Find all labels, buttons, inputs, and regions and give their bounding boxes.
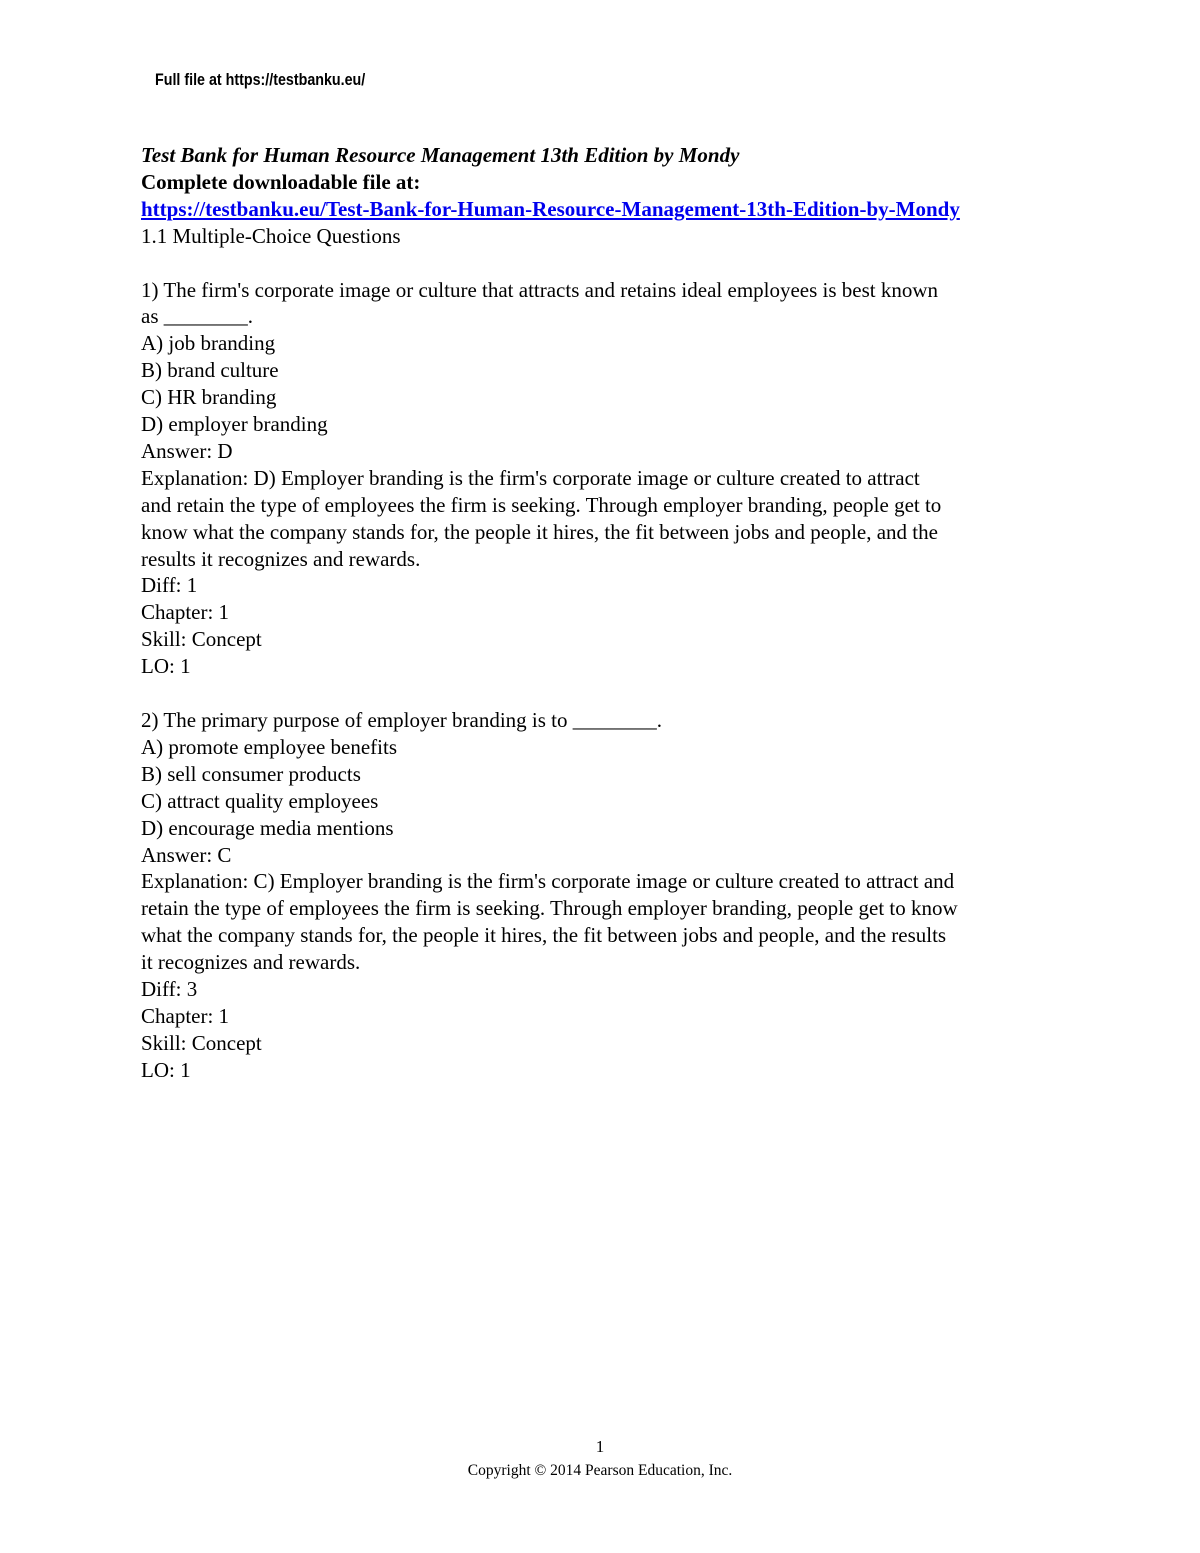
explanation-line: results it recognizes and rewards. — [141, 546, 421, 571]
document-body — [141, 142, 1081, 1084]
answer-option: B) sell consumer products — [141, 761, 361, 786]
answer-option: D) encourage media mentions — [141, 815, 394, 840]
page-number: 1 — [595, 1437, 605, 1456]
difficulty: Diff: 1 — [141, 573, 198, 598]
document-title: Test Bank for Human Resource Management 13th Edition by Mondy — [141, 143, 740, 167]
answer-option: C) HR branding — [141, 385, 277, 410]
spacer — [141, 250, 1081, 277]
explanation-line: Explanation: D) Employer branding is the firm's corporate image or culture created to attract — [141, 465, 920, 490]
answer-option: A) job branding — [141, 331, 276, 356]
spacer — [141, 680, 1081, 707]
copyright-notice: Copyright © 2014 Pearson Education, Inc. — [467, 1462, 733, 1479]
skill: Skill: Concept — [141, 627, 262, 652]
skill: Skill: Concept — [141, 1030, 262, 1055]
explanation-line: it recognizes and rewards. — [141, 950, 361, 975]
answer-key: Answer: C — [141, 842, 232, 867]
answer-key: Answer: D — [141, 438, 233, 463]
answer-option: A) promote employee benefits — [141, 734, 397, 759]
learning-objective: LO: 1 — [141, 654, 191, 679]
question-block — [141, 707, 1081, 1084]
header-note: Full file at https://testbanku.eu/ — [155, 70, 366, 89]
question-stem-line: 2) The primary purpose of employer branding is to ________. — [141, 708, 663, 732]
section-heading: 1.1 Multiple-Choice Questions — [141, 223, 401, 248]
explanation-line: know what the company stands for, the people it hires, the fit between jobs and people, and the — [141, 519, 938, 544]
download-label: Complete downloadable file at: — [141, 169, 421, 194]
learning-objective: LO: 1 — [141, 1057, 191, 1082]
question-stem-line: 1) The firm's corporate image or culture that attracts and retains ideal employees is best known — [141, 277, 939, 302]
difficulty: Diff: 3 — [141, 977, 198, 1002]
answer-option: C) attract quality employees — [141, 788, 379, 813]
explanation-line: retain the type of employees the firm is seeking. Through employer branding, people get to know — [141, 896, 958, 921]
explanation-line: and retain the type of employees the firm is seeking. Through employer branding, people get to — [141, 492, 942, 517]
chapter: Chapter: 1 — [141, 1003, 230, 1028]
explanation-line: Explanation: C) Employer branding is the firm's corporate image or culture created to attract and — [141, 869, 955, 894]
answer-option: D) employer branding — [141, 412, 328, 437]
chapter: Chapter: 1 — [141, 600, 230, 625]
explanation-line: what the company stands for, the people it hires, the fit between jobs and people, and the results — [141, 923, 947, 948]
question-stem-line: as ________. — [141, 304, 253, 329]
answer-option: B) brand culture — [141, 358, 279, 383]
question-block — [141, 277, 1081, 681]
download-link[interactable]: https://testbanku.eu/Test-Bank-for-Human-Resource-Management-13th-Edition-by-Mondy — [141, 196, 960, 221]
